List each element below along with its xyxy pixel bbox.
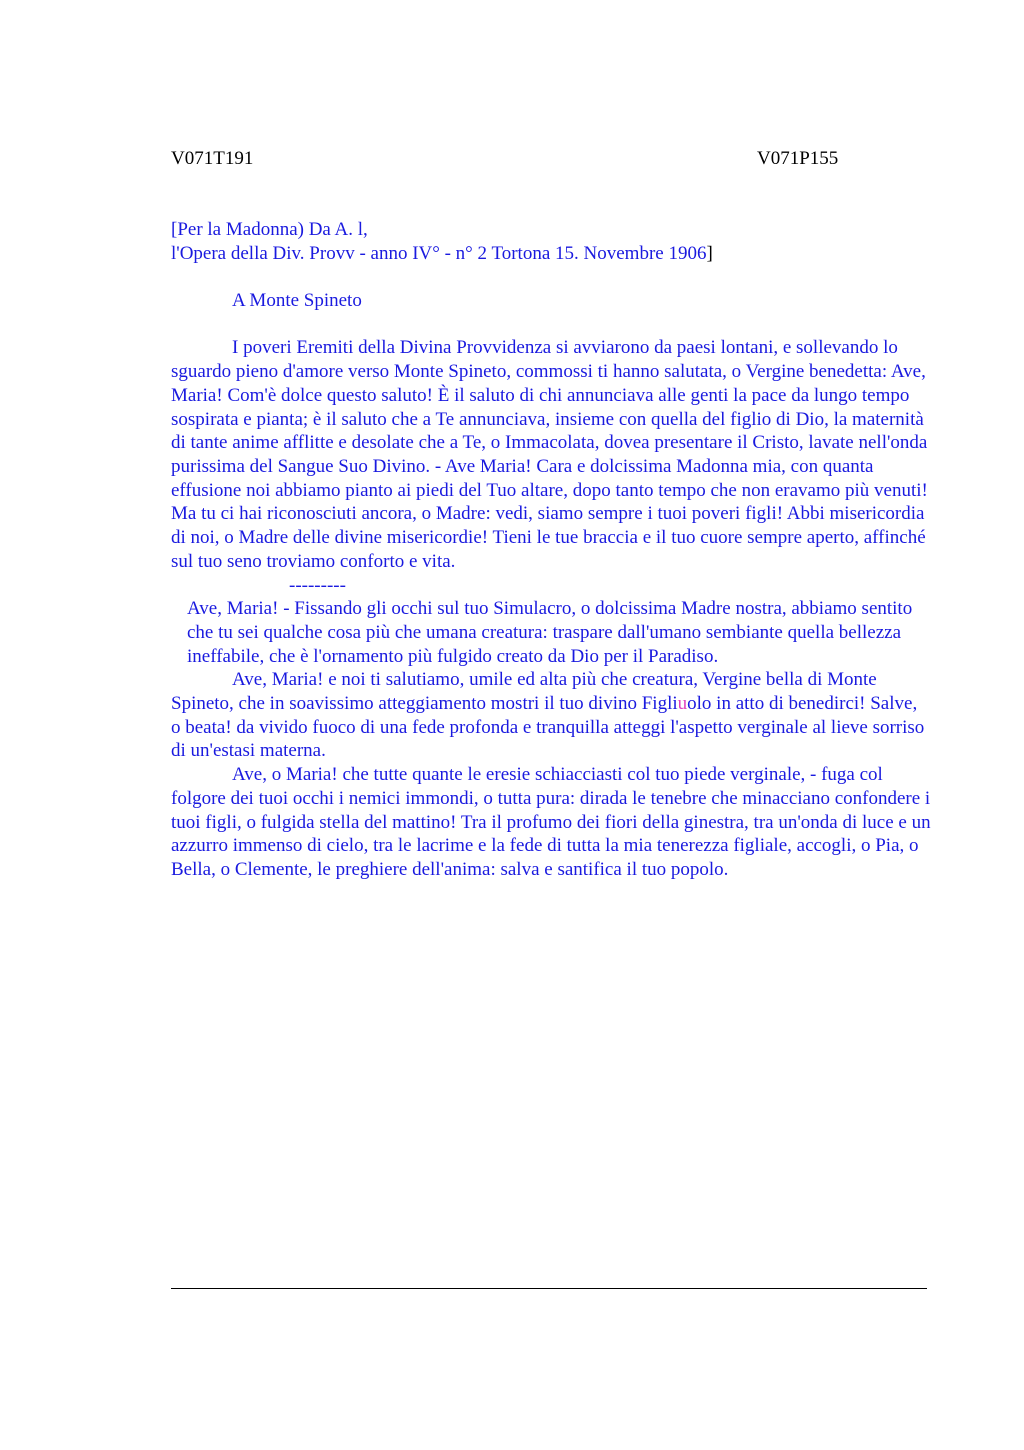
document-code-right: V071P155 [757,148,839,169]
article-title: A Monte Spineto [232,290,362,312]
document-body [171,218,931,882]
highlighted-letter: u [677,693,688,715]
paragraph-3 [171,668,931,763]
document-code-left: V071T191 [171,148,254,169]
source-line-2-text: l'Opera della Div. Provv - anno IV° - n° 2 Tortona 15. Novembre 1906 [171,242,707,264]
source-closing-bracket: ] [706,242,713,264]
source-line-2 [171,242,931,266]
spacer [171,313,931,337]
paragraph-1: I poveri Eremiti della Divina Provvidenza si avviarono da paesi lontani, e sollevando lo sguardo pieno d'amore verso Monte Spineto, commossi ti hanno salutata, o Vergine benedetta: Ave, Maria! Com'è dolce questo saluto! È il saluto di chi annunciava alle genti la pace da lungo tempo sospirata e pianta; è il saluto che a Te annunciava, insieme con quella del figlio di Dio, la maternità di tante anime afflitte e desolate che a Te, o Immacolata, dovea presentare il Cristo, lavate nell'onda purissima del Sangue Suo Divino. - Ave Maria! Cara e dolcissima Madonna mia, con quanta effusione noi abbiamo pianto ai piedi del Tuo altare, dopo tanto tempo che non eravamo più venuti! Ma tu ci hai riconosciuti ancora, o Madre: vedi, siamo sempre i tuoi poveri figli! Abbi misericordia di noi, o Madre delle divine misericordie! Tieni le tue braccia e il tuo cuore sempre aperto, affinché sul tuo seno troviamo conforto e vita. [171,337,928,572]
footer-divider [171,1288,927,1289]
paragraph-2: Ave, Maria! - Fissando gli occhi sul tuo Simulacro, o dolcissima Madre nostra, abbiamo sentito che tu sei qualche cosa più che umana creatura: traspare dall'umano sembiante quella bellezza ineffabile, che è l'ornamento più fulgido creato da Dio per il Paradiso. [187,598,913,667]
separator-line: --------- [289,574,346,596]
paragraph-3-part-1: Ave, Maria! e noi ti salutiamo, umile ed alta più che creatura, Vergine bella di Monte Spineto, che in soavissimo atteggiamento mostri il tuo divino Figli [171,669,877,715]
source-line-1: [Per la Madonna) Da A. l, [171,219,368,240]
spacer [171,265,931,289]
paragraph-3-part-2: olo in atto di benedirci! Salve, o beata! da vivido fuoco di una fede profonda e tranquilla atteggi l'aspetto verginale al lieve sorriso di un'estasi materna. [171,693,925,762]
paragraph-4: Ave, o Maria! che tutte quante le eresie schiacciasti col tuo piede verginale, - fuga col folgore dei tuoi occhi i nemici immondi, o tutta pura: dirada le tenebre che minacciano confondere i tuoi figli, o fulgida stella del mattino! Tra il profumo dei fiori della ginestra, tra un'onda di luce e un azzurro immenso di cielo, tra le lacrime e la fede di tutta la mia tenerezza figliale, accogli, o Pia, o Bella, o Clemente, le preghiere dell'anima: salva e santifica il tuo popolo. [171,764,931,880]
